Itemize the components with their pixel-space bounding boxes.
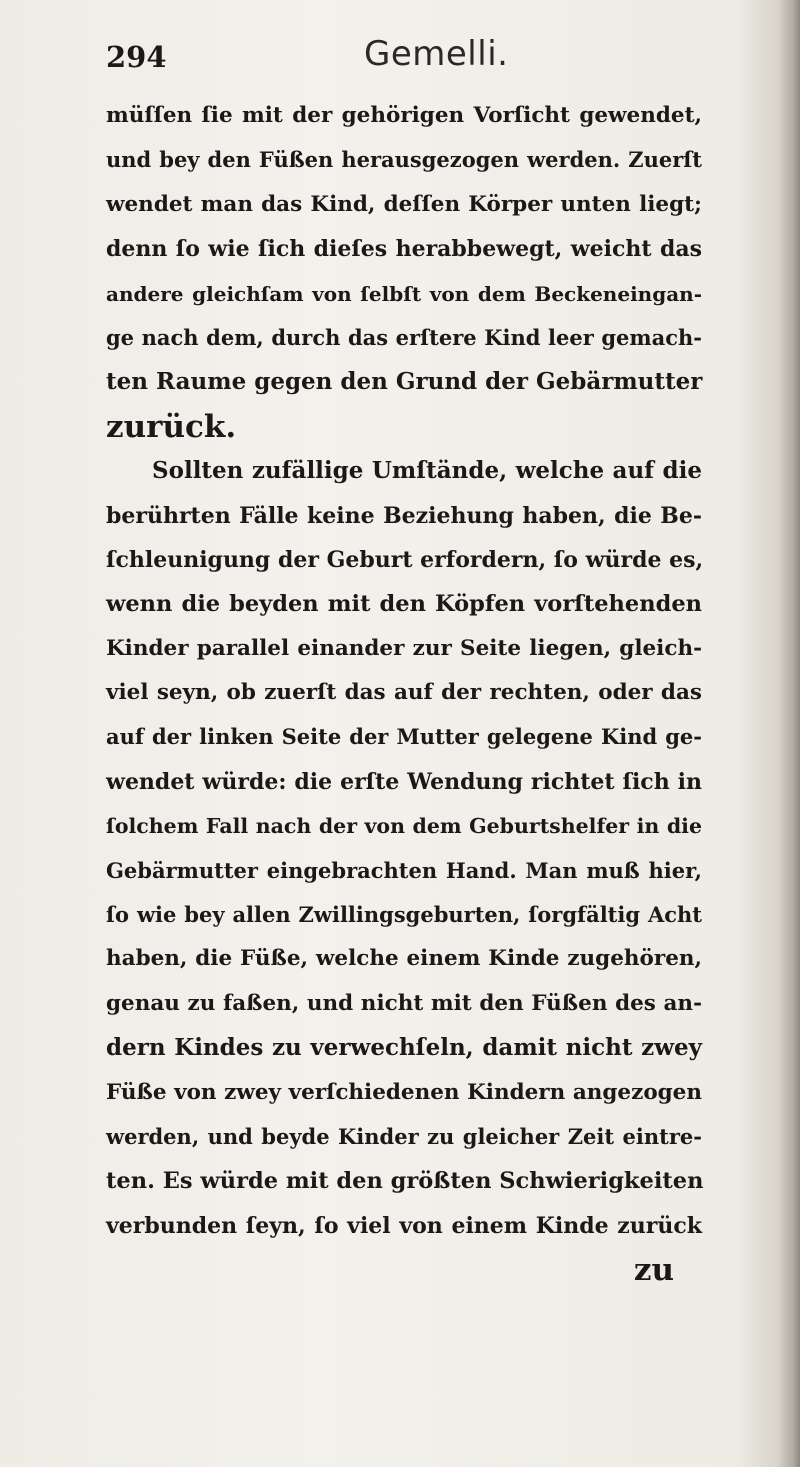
catchword: zu [633,1252,674,1289]
page-edge-shadow [778,0,800,1467]
text-line: müſſen ſie mit der gehörigen Vorſicht gewendet, [106,103,702,128]
text-line: dern Kindes zu verwechſeln, damit nicht zwey [106,1034,702,1062]
text-line: genau zu faßen, und nicht mit den Füßen des an- [106,990,702,1016]
running-head: Gemelli. [364,34,509,74]
text-line: wenn die beyden mit den Köpfen vorſtehenden [106,591,702,618]
text-line: ſchleunigung der Geburt erfordern, ſo würde es, [106,546,704,573]
body-text [106,94,702,1293]
text-line: viel seyn, ob zuerſt das auf der rechten, oder das [106,680,702,706]
page-header [106,34,706,90]
text-line: Kinder parallel einander zur Seite liegen, gleich- [106,635,702,661]
text-line: Sollten zufällige Umſtände, welche auf die [152,457,702,485]
text-line: Füße von zwey verſchiedenen Kindern angezogen [106,1079,702,1105]
page-number: 294 [106,40,167,74]
text-line: zurück. [106,408,237,445]
text-line: ge nach dem, durch das erſtere Kind leer gemach- [106,324,702,350]
text-line: Gebärmutter eingebrachten Hand. Man muß hier, [106,857,702,883]
text-line: ten Raume gegen den Grund der Gebärmutter [106,368,703,396]
text-line: wendet man das Kind, deſſen Körper unten liegt; [106,191,702,217]
text-line: verbunden ſeyn, ſo viel von einem Kinde zurück [106,1212,702,1239]
text-line: ten. Es würde mit den größten Schwierigkeiten [106,1168,704,1195]
text-line: werden, und beyde Kinder zu gleicher Zeit eintre- [106,1123,702,1149]
text-line: wendet würde: die erſte Wendung richtet ſich in [106,768,702,795]
text-line: ſo wie bey allen Zwillingsgeburten, ſorgfältig Acht [106,902,702,928]
text-line: denn ſo wie ſich dieſes herabbewegt, weicht das [106,236,702,263]
text-line: und bey den Füßen herausgezogen werden. Zuerſt [106,147,702,173]
text-line: andere gleichſam von ſelbſt von dem Beckeneingan- [106,281,702,306]
text-line: berührten Fälle keine Beziehung haben, die Be- [106,502,702,529]
text-line: auf der linken Seite der Mutter gelegene Kind ge- [106,724,702,750]
text-line: ſolchem Fall nach der von dem Geburtshelfer in die [106,814,702,839]
text-line: haben, die Füße, welche einem Kinde zugehören, [106,946,702,972]
